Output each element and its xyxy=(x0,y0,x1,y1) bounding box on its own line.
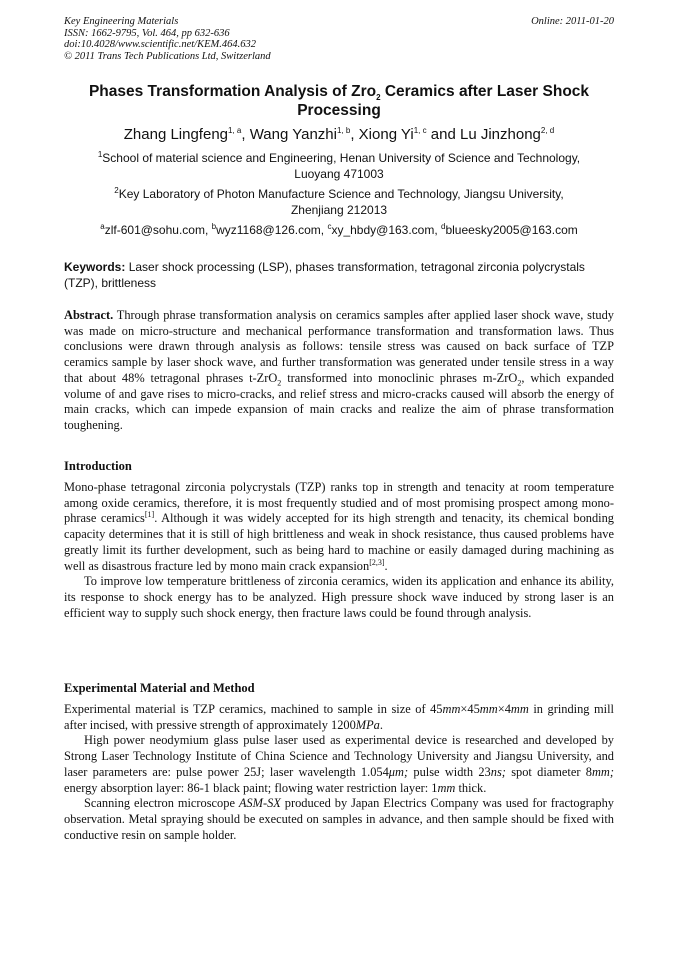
email: $^b$wyz1168@126.com, xyxy=(211,222,328,237)
title-subscript: 2 xyxy=(376,93,381,103)
paragraph: High power neodymium glass pulse laser used as experimental device is researched and developed by Strong Laser Technology Institute of China Science and Technology University and Jiangsu University, and laser parameters are: pulse power 25J; laser wavelength 1.054μm; pulse width 23ns; spot diameter 8mm; energy absorption layer: 86-1 black paint; flowing water restriction layer: 1mm thick. xyxy=(64,733,615,795)
copyright-line: © 2011 Trans Tech Publications Ltd, Switzerland xyxy=(64,50,271,62)
introduction-body xyxy=(64,480,614,621)
author-list xyxy=(64,126,614,144)
affiliation-1: $^1$School of material science and Engineering, Henan University of Science and Technology, Luoyang 471003 xyxy=(97,150,581,181)
email: $^d$blueesky2005@163.com xyxy=(441,222,578,237)
method-heading: Experimental Material and Method xyxy=(64,681,255,695)
title-line-2: Processing xyxy=(297,102,381,119)
email-list xyxy=(64,222,614,238)
issn-line: ISSN: 1662-9795, Vol. 464, pp 632-636 xyxy=(64,27,230,39)
paper-title xyxy=(64,82,614,120)
journal-header xyxy=(64,16,614,62)
author: Wang Yanzhi$^{1, b}$, xyxy=(249,126,359,143)
paragraph: Experimental material is TZP ceramics, machined to sample in size of 45mm×45mm×4mm in grinding mill after incised, with pressive strength of approximately 1200MPa. xyxy=(64,702,615,732)
keywords xyxy=(64,259,614,291)
abstract-label: Abstract. xyxy=(64,308,114,322)
paragraph: Mono-phase tetragonal zirconia polycrystals (TZP) ranks top in strength and tenacity at room temperature among oxide ceramics, therefore, it is most frequently studied and of most promising prospect among mono-phrase ceramics[1]. Although it was widely accepted for its high strength and tenacity, its chemical bonding capacity determines that it is still of high brittleness and weak in shock resistance, thus caused problems have greatly limit its further development, such as being hard to machine or easily damaged during machining as well as disastrous fracture led by mono main crack expansion[2,3]. xyxy=(64,480,614,573)
doi-line: doi:10.4028/www.scientific.net/KEM.464.632 xyxy=(64,39,256,50)
abstract: Abstract. Through phrase transformation analysis on ceramics samples after applied laser shock wave, study was made on micro-structure and mechanical performance transformation and transformation laws. Thus conclusions were drawn through analysis as follows: tensile stress was caused on back surface of TZP ceramics sample by laser shock wave, and further transformation was generated under tensile stress in a way that about 48% tetragonal phrases t-ZrO$_2$ transformed into monoclinic phrases m-ZrO$_2$, which expanded volume of and gave rises to micro-cracks, and relief stress and micro-cracks caused will absorb the energy of main cracks, which can impede expansion of main cracks and realize the aim of phrase transformation toughening. xyxy=(64,308,614,432)
author: Lu Jinzhong$^{2, d}$ xyxy=(460,126,555,143)
author: Xiong Yi$^{1, c}$ and xyxy=(358,126,460,143)
affiliation-2: $^2$Key Laboratory of Photon Manufacture Science and Technology, Jiangsu University, Zhenjiang 212013 xyxy=(114,186,564,217)
paragraph: To improve low temperature brittleness of zirconia ceramics, widen its application and enhance its ability, its response to shock energy has to be analyzed. High pressure shock wave induced by strong laser is an efficient way to supply such shock energy, then fracture laws could be found through analysis. xyxy=(64,574,614,620)
title-part: Phases Transformation Analysis of Zro xyxy=(88,83,377,100)
keywords-text: Laser shock processing (LSP), phases transformation, tetragonal zirconia polycrystals (TZP), brittleness xyxy=(64,260,585,290)
journal-name: Key Engineering Materials xyxy=(64,16,179,27)
keywords-label: Keywords: xyxy=(64,260,126,274)
paragraph: Scanning electron microscope ASM-SX produced by Japan Electrics Company was used for fractography observation. Metal spraying should be executed on samples in advance, and then sample should be fixed with conductive resin on sample holder. xyxy=(64,796,614,842)
email: $^c$xy_hbdy@163.com, xyxy=(327,222,442,237)
method-body xyxy=(64,702,614,843)
introduction-heading: Introduction xyxy=(64,459,132,473)
title-part: Ceramics after Laser Shock xyxy=(380,83,590,100)
author: Zhang Lingfeng$^{1, a}$, xyxy=(123,126,250,143)
citation: [2,3] xyxy=(369,557,385,567)
email: $^a$zlf-601@sohu.com, xyxy=(100,222,212,237)
citation: [1] xyxy=(144,510,155,520)
online-date: Online: 2011-01-20 xyxy=(531,16,614,27)
